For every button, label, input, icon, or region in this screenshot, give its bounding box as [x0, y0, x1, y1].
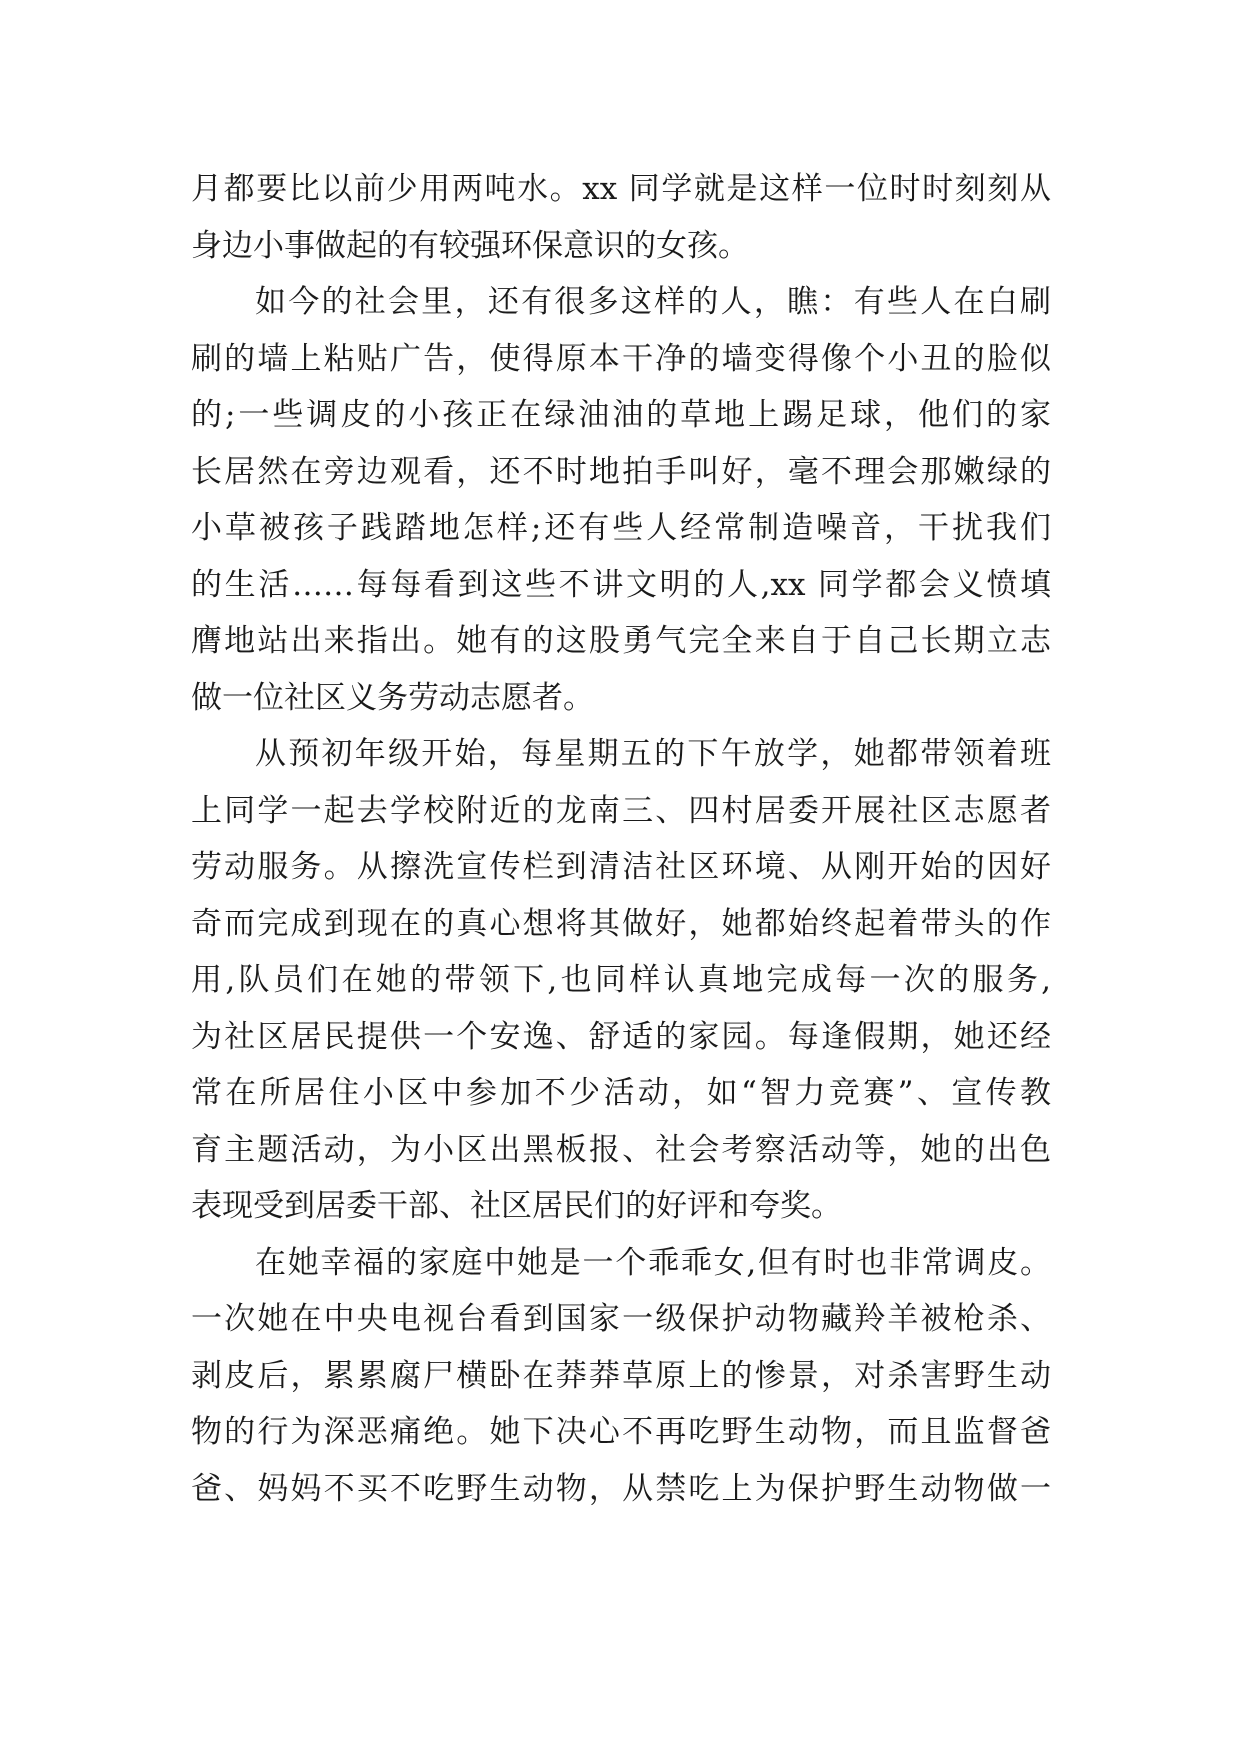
- text-line: 奇而完成到现在的真心想将其做好，她都始终起着带头的作: [191, 905, 1051, 942]
- text-line: 剥皮后，累累腐尸横卧在莽莽草原上的惨景，对杀害野生动: [191, 1357, 1051, 1394]
- text-line: 用,队员们在她的带领下,也同样认真地完成每一次的服务,: [191, 962, 1051, 998]
- text-line: 的;一些调皮的小孩正在绿油油的草地上踢足球，他们的家: [191, 397, 1051, 433]
- text-line: 常在所居住小区中参加不少活动，如“智力竞赛”、宣传教: [191, 1075, 1051, 1111]
- text-line: 物的行为深恶痛绝。她下决心不再吃野生动物，而且监督爸: [191, 1414, 1051, 1450]
- text-line: 表现受到居委干部、社区居民们的好评和夸奖。: [191, 1188, 842, 1224]
- paragraph-first-line: 在她幸福的家庭中她是一个乖乖女,但有时也非常调皮。: [255, 1244, 1051, 1281]
- text-line: 爸、妈妈不买不吃野生动物，从禁吃上为保护野生动物做一: [191, 1470, 1051, 1507]
- text-line: 膺地站出来指出。她有的这股勇气完全来自于自己长期立志: [191, 623, 1051, 659]
- text-line: 做一位社区义务劳动志愿者。: [191, 679, 594, 716]
- paragraph-first-line: 如今的社会里，还有很多这样的人，瞧：有些人在白刷: [255, 284, 1051, 320]
- paragraph-first-line: 从预初年级开始，每星期五的下午放学，她都带领着班: [255, 736, 1051, 772]
- text-line: 劳动服务。从擦洗宣传栏到清洁社区环境、从刚开始的因好: [191, 849, 1051, 885]
- text-line: 身边小事做起的有较强环保意识的女孩。: [191, 227, 749, 264]
- text-line: 上同学一起去学校附近的龙南三、四村居委开展社区志愿者: [191, 792, 1051, 829]
- text-line: 为社区居民提供一个安逸、舒适的家园。每逢假期，她还经: [191, 1018, 1051, 1055]
- text-line: 长居然在旁边观看，还不时地拍手叫好，毫不理会那嫩绿的: [191, 453, 1051, 490]
- text-line: 的生活……每每看到这些不讲文明的人,xx 同学都会义愤填: [191, 566, 1051, 603]
- text-line: 育主题活动，为小区出黑板报、社会考察活动等，她的出色: [191, 1131, 1051, 1168]
- text-line: 一次她在中央电视台看到国家一级保护动物藏羚羊被枪杀、: [191, 1301, 1051, 1337]
- text-line: 刷的墙上粘贴广告，使得原本干净的墙变得像个小丑的脸似: [191, 340, 1051, 377]
- document-body: [191, 161, 1051, 1517]
- text-line: 小草被孩子践踏地怎样;还有些人经常制造噪音，干扰我们: [191, 510, 1051, 546]
- text-line: 月都要比以前少用两吨水。xx 同学就是这样一位时时刻刻从: [191, 171, 1051, 207]
